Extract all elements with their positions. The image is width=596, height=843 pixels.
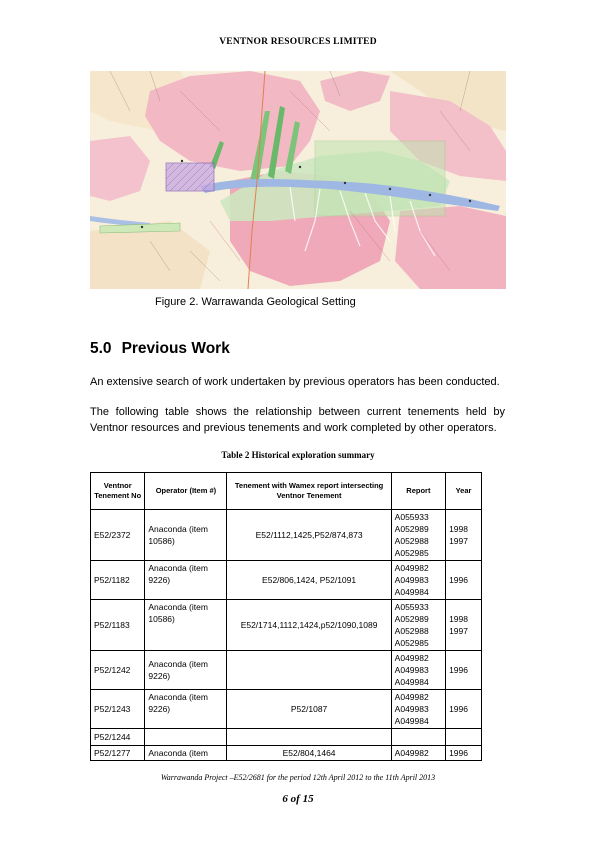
cell-wamex: E52/806,1424, P52/1091	[227, 561, 391, 600]
paragraph: The following table shows the relationship between current tenements held by Ventnor resources and previous tenements and work completed by other operators.	[90, 406, 505, 434]
header-wamex: Tenement with Wamex report intersecting Ventnor Tenement	[227, 473, 391, 510]
cell-reports	[391, 746, 445, 761]
cell-operator: Anaconda (item 9226)	[145, 690, 227, 729]
year-value: 1997	[449, 536, 468, 546]
table-row	[91, 690, 482, 729]
cell-wamex: P52/1087	[227, 690, 391, 729]
cell-operator	[145, 729, 227, 746]
year-value: 1997	[449, 626, 468, 636]
report-id: A052988	[394, 536, 429, 546]
cell-tenement: P52/1182	[91, 561, 145, 600]
section-title: Previous Work	[121, 340, 230, 357]
table-row	[91, 561, 482, 600]
report-id: A052989	[394, 614, 429, 624]
document-footer: Warrawanda Project –E52/2681 for the period 12th April 2012 to the 11th April 2013	[160, 773, 436, 782]
report-id: A049984	[394, 716, 429, 726]
header-operator: Operator (Item #)	[145, 473, 227, 510]
report-id: A049984	[394, 587, 429, 597]
cell-reports	[391, 690, 445, 729]
header-year: Year	[446, 473, 482, 510]
cell-years	[446, 600, 482, 651]
table-caption: Table 2 Historical exploration summary	[221, 450, 375, 460]
header-tenement: Ventnor Tenement No	[91, 473, 145, 510]
report-id: A049983	[394, 665, 429, 675]
cell-operator: Anaconda (item 10586)	[145, 600, 227, 651]
cell-reports	[391, 729, 445, 746]
report-id: A055933	[394, 512, 429, 522]
report-id: A049982	[394, 563, 429, 573]
cell-years	[446, 561, 482, 600]
year-value: 1996	[449, 704, 468, 714]
cell-operator: Anaconda (item	[145, 746, 227, 761]
table-row	[91, 729, 482, 746]
cell-years	[446, 510, 482, 561]
report-id: A049982	[394, 748, 429, 758]
paragraph: An extensive search of work undertaken by previous operators has been conducted.	[90, 376, 500, 388]
report-id: A049983	[394, 575, 429, 585]
cell-years	[446, 690, 482, 729]
geological-map	[90, 71, 506, 289]
page-number: 6 of 15	[282, 793, 314, 805]
figure-caption: Figure 2. Warrawanda Geological Setting	[155, 296, 356, 308]
cell-tenement: P52/1183	[91, 600, 145, 651]
cell-years	[446, 651, 482, 690]
report-id: A052985	[394, 548, 429, 558]
cell-wamex: E52/804,1464	[227, 746, 391, 761]
report-id: A049984	[394, 677, 429, 687]
cell-years	[446, 746, 482, 761]
cell-reports	[391, 600, 445, 651]
report-id: A049982	[394, 653, 429, 663]
cell-reports	[391, 561, 445, 600]
table-header-row	[91, 473, 482, 510]
cell-tenement: E52/2372	[91, 510, 145, 561]
cell-tenement: P52/1277	[91, 746, 145, 761]
cell-wamex	[227, 729, 391, 746]
cell-wamex: E52/1714,1112,1424,p52/1090,1089	[227, 600, 391, 651]
cell-wamex: E52/1112,1425,P52/874,873	[227, 510, 391, 561]
year-value: 1996	[449, 748, 468, 758]
section-heading	[90, 340, 230, 358]
cell-tenement: P52/1244	[91, 729, 145, 746]
report-id: A052989	[394, 524, 429, 534]
section-number: 5.0	[90, 340, 112, 357]
report-id: A055933	[394, 602, 429, 612]
cell-operator: Anaconda (item 9226)	[145, 651, 227, 690]
cell-wamex	[227, 651, 391, 690]
cell-reports	[391, 510, 445, 561]
table-row	[91, 600, 482, 651]
table-row	[91, 510, 482, 561]
year-value: 1996	[449, 575, 468, 585]
cell-operator: Anaconda (item 9226)	[145, 561, 227, 600]
cell-tenement: P52/1243	[91, 690, 145, 729]
report-id: A049983	[394, 704, 429, 714]
cell-tenement: P52/1242	[91, 651, 145, 690]
historical-exploration-table	[90, 472, 482, 761]
cell-operator: Anaconda (item 10586)	[145, 510, 227, 561]
year-value: 1998	[449, 614, 468, 624]
table-row	[91, 746, 482, 761]
table-row	[91, 651, 482, 690]
header-report: Report	[391, 473, 445, 510]
report-id: A052988	[394, 626, 429, 636]
year-value: 1996	[449, 665, 468, 675]
document-header: VENTNOR RESOURCES LIMITED	[219, 37, 377, 47]
report-id: A049982	[394, 692, 429, 702]
report-id: A052985	[394, 638, 429, 648]
year-value: 1998	[449, 524, 468, 534]
cell-reports	[391, 651, 445, 690]
cell-years	[446, 729, 482, 746]
